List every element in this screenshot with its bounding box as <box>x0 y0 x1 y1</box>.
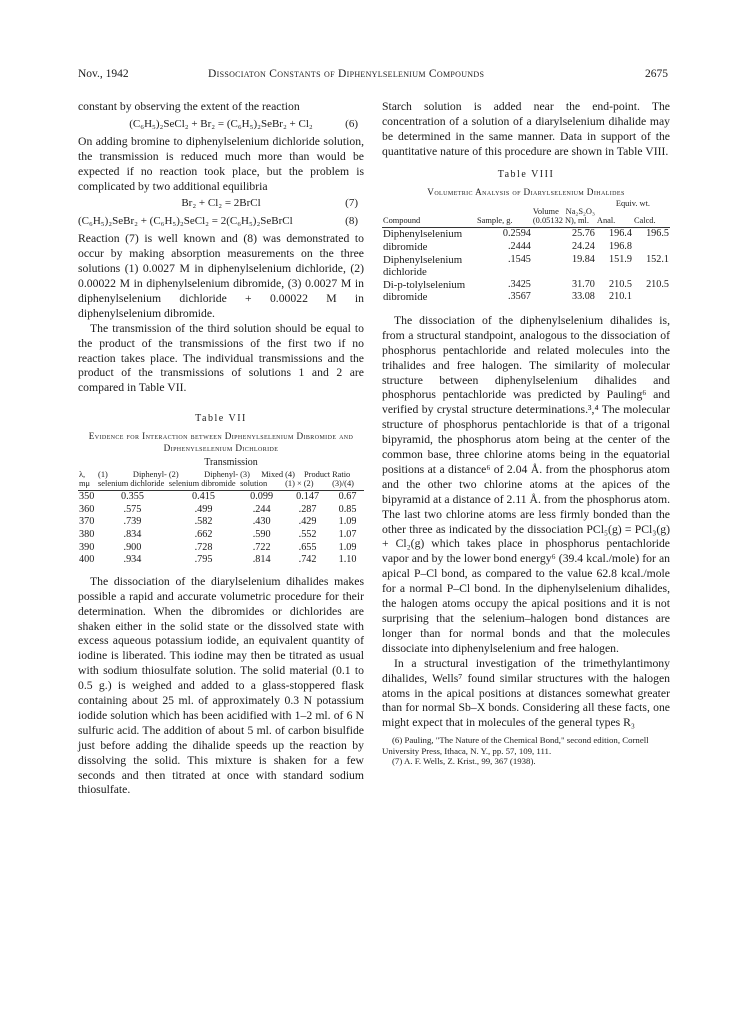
table-cell: 210.5 <box>609 278 632 290</box>
table-cell: 1.09 <box>338 541 357 553</box>
page-number: 2675 <box>645 68 668 80</box>
table-cell: Diphenylselenium <box>383 253 463 266</box>
table-cell: dichloride <box>383 266 427 279</box>
table-viii <box>382 200 670 304</box>
paragraph: In a structural investigation of the trimethylantimony dihalides, Wells⁷ found similar structures with the halogen atoms in the apical positions at distances somewhat greater than for normal Sb–X bonds. Considering all these facts, one might expect that in molecules of the general types R₃ <box>382 656 670 730</box>
table-title: Table VII <box>195 413 247 425</box>
table-cell <box>596 266 633 279</box>
table-cell: .900 <box>123 541 142 553</box>
table-cell: .430 <box>252 516 271 528</box>
table-cell: .2444 <box>507 240 531 252</box>
table-cell: 151.9 <box>609 253 632 265</box>
table-cell: 0.355 <box>120 491 144 503</box>
paragraph: Starch solution is added near the end-point. The concentration of a solution of a diarylselenium dihalide may be determined in the same manner. Data in support of the quantitative nature of this procedure are shown in Table VIII. <box>382 100 670 158</box>
table-cell: 196.5 <box>646 228 669 240</box>
table-cell: .429 <box>298 516 317 528</box>
column-header: (1) Diphenyl-selenium dichloride <box>97 471 168 491</box>
equation-number: (6) <box>345 117 358 130</box>
table-cell: .590 <box>252 529 271 540</box>
column-header: (3) Mixed solution <box>239 471 284 491</box>
column-header: Ratio (3)/(4) <box>331 471 364 491</box>
table-cell: 196.4 <box>609 228 632 240</box>
table-cell: 19.84 <box>571 253 595 265</box>
table-cell: 210.5 <box>646 278 669 290</box>
table-cell: 1.07 <box>338 529 357 540</box>
table-cell: 24.24 <box>571 240 595 252</box>
table-cell: .739 <box>123 516 142 528</box>
table-cell <box>633 266 670 279</box>
table-row <box>382 241 670 254</box>
column-header: Sample, g. <box>476 208 532 228</box>
paragraph: constant by observing the extent of the reaction <box>78 100 300 113</box>
equation-7 <box>78 196 364 211</box>
table-cell: .1545 <box>507 253 531 265</box>
column-header: λ, mμ <box>78 471 97 491</box>
table-cell: 152.1 <box>646 253 669 265</box>
equation-number: (8) <box>345 215 358 228</box>
equation-number: (7) <box>345 197 358 210</box>
table-cell: .499 <box>194 503 213 515</box>
table-cell: 390 <box>79 541 95 553</box>
table-cell: 350 <box>79 491 95 503</box>
table-title: Table VIII <box>497 168 555 180</box>
table-cell: .722 <box>252 541 271 553</box>
table-cell: 31.70 <box>571 278 595 290</box>
table-cell: .934 <box>123 554 142 566</box>
table-cell: 210.1 <box>609 291 632 303</box>
table-cell: .582 <box>194 516 213 528</box>
table-row <box>78 529 364 542</box>
table-cell: 0.85 <box>338 503 357 515</box>
paragraph: The transmission of the third solution should be equal to the product of the transmissions of the first two if no reaction takes place. The individual transmissions and the product of the transmissions of solutions 1 and 2 are compared in Table VII. <box>78 321 364 395</box>
table-cell: 380 <box>79 529 95 540</box>
table-cell <box>476 266 532 279</box>
table-cell: dibromide <box>383 291 428 304</box>
table-cell <box>633 291 670 304</box>
column-header: Anal. <box>596 208 633 228</box>
table-cell: .3567 <box>507 291 531 303</box>
table-row <box>382 279 670 292</box>
table-cell: 1.10 <box>338 554 357 566</box>
table-caption: Evidence for Interaction between Diphenylselenium Dibromide and Diphenylselenium Dichloride <box>88 431 354 454</box>
table-cell: 360 <box>79 503 95 515</box>
running-header <box>78 68 668 82</box>
table-cell: 0.099 <box>250 491 274 503</box>
table-row <box>78 504 364 517</box>
table-cell: 0.67 <box>338 491 357 503</box>
table-cell: .3425 <box>507 278 531 290</box>
table-cell: .814 <box>252 554 271 566</box>
column-header: Calcd. <box>633 208 670 228</box>
table-cell <box>532 266 596 279</box>
equation-8 <box>78 214 364 229</box>
table-vii <box>78 471 364 567</box>
table-row <box>382 291 670 304</box>
paragraph: On adding bromine to diphenylselenium dichloride solution, the transmission is reduced much more than would be expected if no reaction took place, but the problem is complicated by two additional equilibria <box>78 134 364 193</box>
column-header: (2) Diphenyl-selenium dibromide <box>168 471 239 491</box>
table-cell: .742 <box>298 554 317 566</box>
column-header: Compound <box>382 208 476 228</box>
table-row <box>78 554 364 567</box>
table-cell: dibromide <box>383 240 428 253</box>
table-cell: .662 <box>194 529 213 540</box>
table-cell: 0.415 <box>192 491 215 503</box>
table-cell: Diphenylselenium <box>383 228 463 241</box>
equation-text: Br₂ + Cl₂ = 2BrCl <box>181 197 261 210</box>
footnotes <box>382 735 670 767</box>
table-cell: 33.08 <box>571 291 595 303</box>
table-cell: 196.8 <box>609 240 632 252</box>
table-cell: .575 <box>123 503 142 515</box>
table-cell: 1.09 <box>338 516 357 528</box>
table-row <box>78 491 364 504</box>
table-cell: .244 <box>252 503 271 515</box>
table-cell: 370 <box>79 516 95 528</box>
equation-6 <box>78 117 364 132</box>
column-header: Volume Na₂S₂O₃ (0.05132 N), ml. <box>532 208 596 228</box>
left-column <box>78 100 364 798</box>
table-cell: Di-p-tolylselenium <box>383 278 466 291</box>
table-cell: .795 <box>194 554 213 566</box>
table-row <box>382 266 670 279</box>
table-cell: 25.76 <box>571 228 595 240</box>
equation-text: (C₆H₅)₂SeBr₂ + (C₆H₅)₂SeCl₂ = 2(C₆H₅)₂SeBrCl <box>78 215 293 228</box>
column-group-header: Equiv. wt. <box>615 198 650 208</box>
right-column <box>382 100 670 767</box>
running-title: Dissociaton Constants of Diphenylselenium Compounds <box>208 68 485 80</box>
issue-date: Nov., 1942 <box>78 68 129 80</box>
table-row <box>382 228 670 241</box>
table-cell: .728 <box>194 541 213 553</box>
table-row <box>78 516 364 529</box>
footnote-6: (6) Pauling, "The Nature of the Chemical Bond," second edition, Cornell University Press, Ithaca, N. Y., pp. 57, 109, 111. <box>382 735 649 756</box>
table-cell: .287 <box>298 503 317 515</box>
table-cell: 0.2594 <box>502 228 531 240</box>
table-row <box>382 254 670 267</box>
footnote-7: (7) A. F. Wells, Z. Krist., 99, 367 (1938). <box>392 756 536 767</box>
table-cell: .655 <box>298 541 317 553</box>
table-caption: Volumetric Analysis of Diarylselenium Dihalides <box>427 186 625 197</box>
table-row <box>78 542 364 555</box>
paragraph: The dissociation of the diarylselenium dihalides makes possible a rapid and accurate volumetric procedure for their determination. When the dibromides or dichlorides are shaken either in the solid state or the dissolved state with excess aqueous potassium iodide, an equivalent quantity of iodine is liberated. This iodine may then be titrated as usual with sodium thiosulfate solution. The solid material (0.1 to 0.5 g.) is weighed and added to a glass-stoppered flask containing about 25 ml. of approximately 0.3 N potassium iodide solution which has been acidified with 1–2 ml. of 6 N sulfuric acid. The addition of about 5 ml. of carbon bisulfide just before adding the dihalide speeds up the reaction by dissolving the solid. This mixture is shaken for a few seconds and then titrated at once with standard sodium thiosulfate. <box>78 574 364 797</box>
paragraph: Reaction (7) is well known and (8) was demonstrated to occur by making absorption measurements on the three solutions (1) 0.0027 M in diphenylselenium dichloride, (2) 0.00022 M in diphenylselenium dibromide, (3) 0.0027 M in diphenylselenium dichloride + 0.00022 M in diphenylselenium dibromide. <box>78 232 364 320</box>
column-header: (4) Product (1) × (2) <box>284 471 331 491</box>
table-cell <box>633 241 670 254</box>
table-cell: .834 <box>123 529 142 540</box>
table-cell: 400 <box>79 554 95 566</box>
table-group-header: Transmission <box>204 457 258 469</box>
table-cell: .552 <box>298 529 317 540</box>
paragraph: The dissociation of the diphenylselenium dihalides is, from a structural standpoint, analogous to the dissociation of phosphorus pentachloride and related molecules into the trihalides and free halogen. The similarity of molecular structure between diphenylselenium dihalides and phosphorus pentachloride was predicted by Pauling⁶ and verified by crystal structure determinations.³,⁴ The molecular structure of phosphorus pentachloride is that of a trigonal bipyramid, the phosphorus atom being at the center of the common base, three chlorine atoms being in the equatorial positions at a distance⁶ of 2.04 Å. from the phosphorus atom and the other two chlorine atoms at the apices of the bipyramid at a distance of 2.11 Å. from the phosphorus atom. The last two chlorine atoms are less firmly bonded than the other three as indicated by the dissociation PCl₅(g) = PCl₃(g) + Cl₂(g) which takes place in phosphorus pentachloride vapor and by the lower bond energy⁶ (39.4 kcal./mole) for an apical P–Cl bond, as compared to the value 62.8 kcal./mole for a normal P–Cl bond. In the diphenylselenium dihalides, the halogen atoms occupy the apical positions and it is not surprising that the selenium–halogen bond distances are longer than for normal bonds and that the molecules dissociate into diphenylselenium and free halogen. <box>382 313 670 655</box>
equation-text: (C₆H₅)₂SeCl₂ + Br₂ = (C₆H₅)₂SeBr₂ + Cl₂ <box>129 117 313 130</box>
table-cell: 0.147 <box>296 491 320 503</box>
